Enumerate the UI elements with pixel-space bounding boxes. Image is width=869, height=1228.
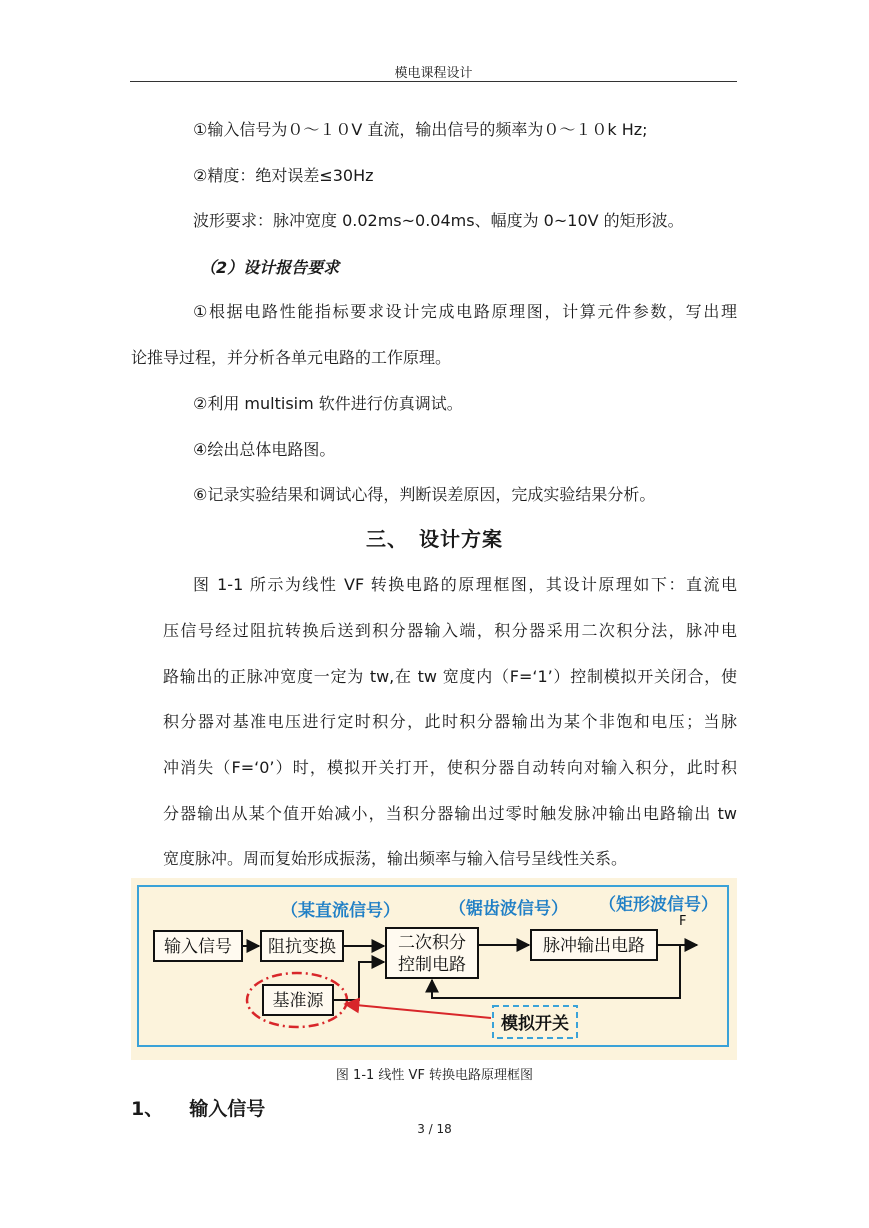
- box-double-integrator-label-1: 二次积分: [398, 933, 466, 953]
- figure-caption: 图 1-1 线性 VF 转换电路原理框图: [335, 1068, 534, 1083]
- box-input-signal-label: 输入信号: [164, 937, 232, 957]
- box-reference-source-label: 基准源: [272, 991, 324, 1011]
- report-item-6: ⑥记录实验结果和调试心得，判断误差原因，完成实验结果分析。: [193, 485, 656, 504]
- label-sawtooth-signal: （锯齿波信号）: [449, 899, 568, 919]
- report-item-1-line-1: ①根据电路性能指标要求设计完成电路原理图，计算元件参数，写出理: [193, 302, 737, 321]
- subsection-number: 1、: [131, 1098, 164, 1120]
- paragraph-line: 压信号经过阻抗转换后送到积分器输入端，积分器采用二次积分法，脉冲电: [163, 621, 737, 640]
- paragraph-line: 冲消失（F=‘0’）时，模拟开关打开，使积分器自动转向对输入积分，此时积: [163, 758, 737, 777]
- paragraph-line: 积分器对基准电压进行定时积分，此时积分器输出为某个非饱和电压；当脉: [163, 712, 737, 731]
- page-number: 3 / 18: [417, 1122, 452, 1136]
- report-item-1-line-2: 论推导过程，并分析各单元电路的工作原理。: [131, 348, 452, 367]
- arrow-switch-to-reference: [345, 1004, 491, 1018]
- paragraph-line: 路输出的正脉冲宽度一定为 tw,在 tw 宽度内（F=‘1’）控制模拟开关闭合，使: [163, 667, 737, 686]
- arrow-reference-to-integrator: [333, 962, 384, 1000]
- paragraph-line: 图 1-1 所示为线性 VF 转换电路的原理框图，其设计原理如下：直流电: [193, 575, 737, 594]
- spec-line-input: ①输入信号为０～１０V 直流，输出信号的频率为０～１０k Hz;: [193, 120, 648, 139]
- box-analog-switch-label: 模拟开关: [501, 1014, 569, 1034]
- label-rectangular-signal: （矩形波信号）: [599, 895, 718, 915]
- report-item-4: ④绘出总体电路图。: [193, 440, 336, 459]
- paragraph-line: 宽度脉冲。周而复始形成振荡，输出频率与输入信号呈线性关系。: [163, 849, 628, 868]
- report-heading: （2）设计报告要求: [200, 258, 340, 277]
- subsection-title: 输入信号: [189, 1098, 266, 1120]
- box-impedance-conversion-label: 阻抗变换: [268, 937, 336, 957]
- paragraph-line: 分器输出从某个值开始减小，当积分器输出过零时触发脉冲输出电路输出 tw: [163, 804, 737, 823]
- spec-line-accuracy: ②精度：绝对误差≤30Hz: [193, 166, 374, 185]
- section-title: 三、 设计方案: [366, 527, 503, 551]
- header-rule: [130, 81, 737, 82]
- block-diagram-figure: [131, 878, 737, 1060]
- label-dc-signal: （某直流信号）: [281, 901, 400, 921]
- spec-line-waveform: 波形要求：脉冲宽度 0.02ms~0.04ms、幅度为 0~10V 的矩形波。: [193, 211, 684, 230]
- box-pulse-output-label: 脉冲输出电路: [543, 936, 645, 956]
- label-f: F: [679, 914, 687, 929]
- box-double-integrator-label-2: 控制电路: [398, 955, 466, 975]
- header-title: 模电课程设计: [394, 66, 473, 81]
- report-item-2: ②利用 multisim 软件进行仿真调试。: [193, 394, 463, 413]
- subsection-heading: [131, 1094, 265, 1121]
- block-diagram: [131, 878, 737, 1060]
